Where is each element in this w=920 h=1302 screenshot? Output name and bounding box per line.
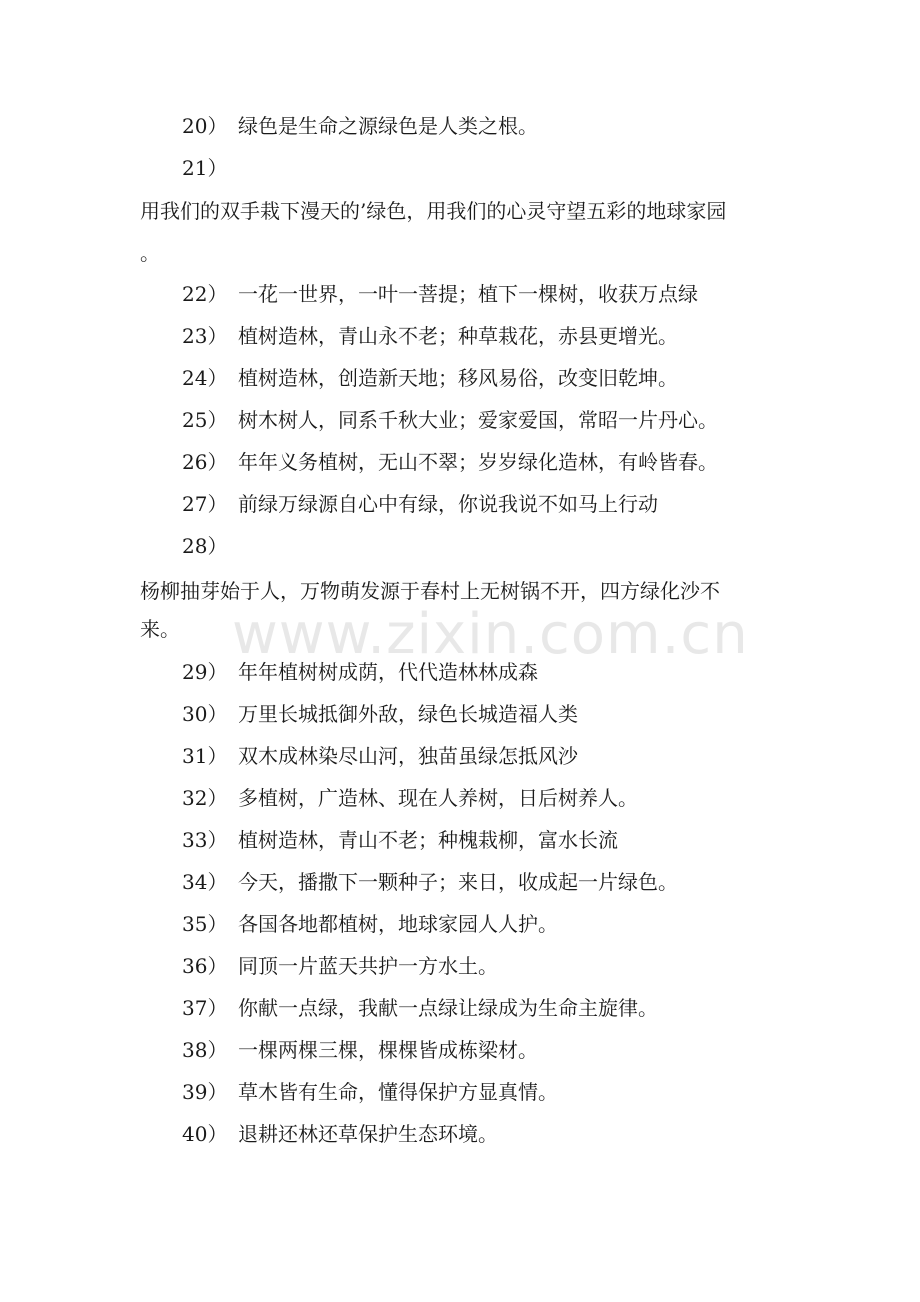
item-number: 33）: [182, 828, 228, 852]
item-text: 多植树，广造林、现在人养树，日后树养人。: [238, 786, 638, 810]
item-number: 36）: [182, 954, 228, 978]
item-28-text-line-2: 来。: [140, 617, 180, 641]
item-number: 34）: [182, 870, 228, 894]
item-text: 一棵两棵三棵，棵棵皆成栋梁材。: [238, 1038, 538, 1062]
item-number: 30）: [182, 702, 228, 726]
item-text: 各国各地都植树，地球家园人人护。: [238, 912, 558, 936]
list-item-26: [182, 448, 718, 476]
item-text: 草木皆有生命，懂得保护方显真情。: [238, 1080, 558, 1104]
item-text: 前绿万绿源自心中有绿，你说我说不如马上行动: [238, 492, 658, 516]
list-item-27: [182, 490, 658, 518]
item-text: 双木成林染尽山河，独苗虽绿怎抵风沙: [238, 744, 578, 768]
item-text: 树木树人，同系千秋大业；爱家爱国，常昭一片丹心。: [238, 408, 718, 432]
watermark: www.zixin.com.cn: [232, 602, 749, 667]
item-number: 39）: [182, 1080, 228, 1104]
list-item-36: [182, 952, 498, 980]
list-item-25: [182, 406, 718, 434]
item-text: 植树造林，创造新天地；移风易俗，改变旧乾坤。: [238, 366, 678, 390]
list-item-22: [182, 280, 698, 308]
item-number: 25）: [182, 408, 228, 432]
item-number: 32）: [182, 786, 228, 810]
item-text: 一花一世界，一叶一菩提；植下一棵树，收获万点绿: [238, 282, 698, 306]
list-item-37: [182, 994, 658, 1022]
item-text: 年年植树树成荫，代代造林林成森: [238, 660, 538, 684]
item-text: 你献一点绿，我献一点绿让绿成为生命主旋律。: [238, 996, 658, 1020]
list-item-23: [182, 322, 678, 350]
list-item-34: [182, 868, 678, 896]
item-text: 退耕还林还草保护生态环境。: [238, 1122, 498, 1146]
item-21-text-line-1: 用我们的双手栽下漫天的’绿色，用我们的心灵守望五彩的地球家园: [140, 199, 727, 223]
list-item-21: [182, 154, 238, 182]
list-item-40: [182, 1120, 498, 1148]
item-text: 同顶一片蓝天共护一方水土。: [238, 954, 498, 978]
item-text: 植树造林，青山不老；种槐栽柳，富水长流: [238, 828, 618, 852]
item-21-text-line-2: 。: [140, 241, 160, 265]
list-item-38: [182, 1036, 538, 1064]
item-text: 植树造林，青山永不老；种草栽花，赤县更增光。: [238, 324, 678, 348]
list-item-31: [182, 742, 578, 770]
item-text: 今天，播撒下一颗种子；来日，收成起一片绿色。: [238, 870, 678, 894]
list-item-24: [182, 364, 678, 392]
list-item-20: [182, 112, 538, 140]
item-number: 29）: [182, 660, 228, 684]
item-28-text-line-1: 杨柳抽芽始于人，万物萌发源于春村上无树锅不开，四方绿化沙不: [140, 579, 720, 603]
list-item-30: [182, 700, 578, 728]
item-number: 27）: [182, 492, 228, 516]
item-number: 21）: [182, 156, 228, 180]
item-number: 31）: [182, 744, 228, 768]
list-item-33: [182, 826, 618, 854]
item-number: 40）: [182, 1122, 228, 1146]
list-item-32: [182, 784, 638, 812]
item-number: 38）: [182, 1038, 228, 1062]
item-number: 23）: [182, 324, 228, 348]
item-number: 20）: [182, 114, 228, 138]
list-item-28: [182, 532, 238, 560]
list-item-39: [182, 1078, 558, 1106]
list-item-35: [182, 910, 558, 938]
item-text: 万里长城抵御外敌，绿色长城造福人类: [238, 702, 578, 726]
item-number: 22）: [182, 282, 228, 306]
item-number: 28）: [182, 534, 228, 558]
item-number: 24）: [182, 366, 228, 390]
item-number: 35）: [182, 912, 228, 936]
item-text: 年年义务植树，无山不翠；岁岁绿化造林，有岭皆春。: [238, 450, 718, 474]
item-number: 26）: [182, 450, 228, 474]
item-text: 绿色是生命之源绿色是人类之根。: [238, 114, 538, 138]
item-number: 37）: [182, 996, 228, 1020]
